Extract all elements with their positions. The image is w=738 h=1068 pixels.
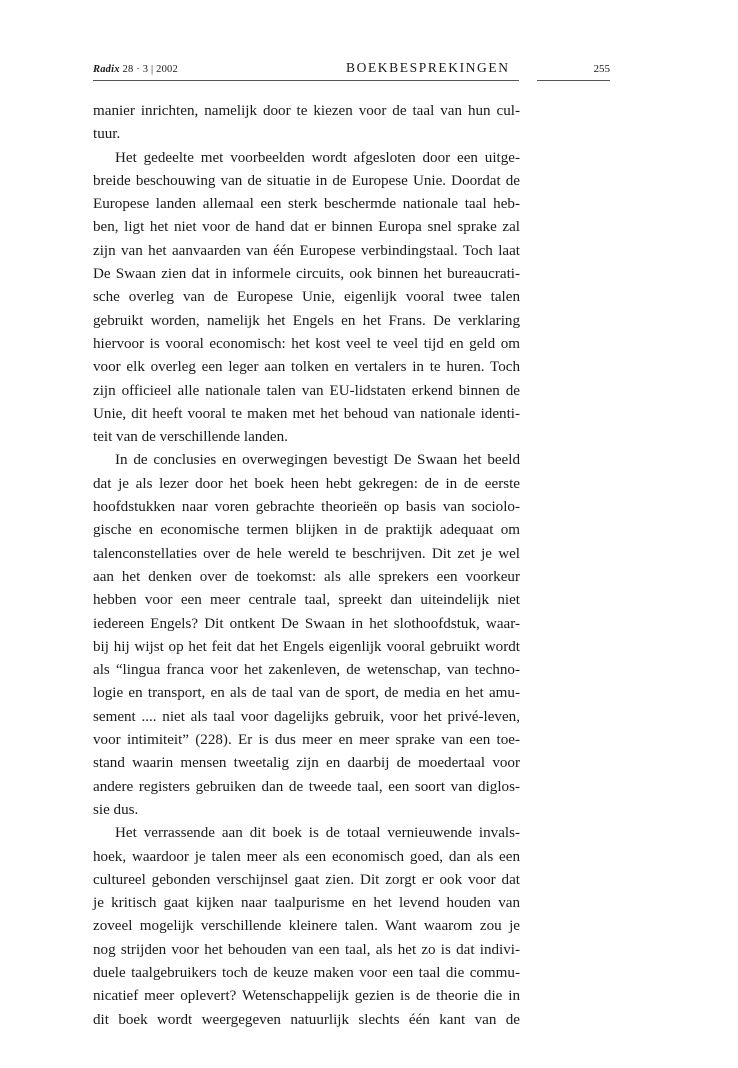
journal-name: Radix <box>93 64 120 75</box>
journal-issue: 28 · 3 | 2002 <box>122 64 178 75</box>
paragraph-first-line: Het gedeelte met voorbeelden wordt afgesloten door een uitge- <box>115 149 520 166</box>
text-line: je kritisch gaat kijken naar taalpurisme en het levend houden van <box>93 895 520 912</box>
section-title: BOEKBESPREKINGEN <box>346 60 510 75</box>
header-rule <box>93 80 519 81</box>
text-line: dit boek wordt weergegeven natuurlijk slechts één kant van de <box>93 1011 520 1028</box>
text-line: hebben voor een meer centrale taal, spreekt dan uiteindelijk niet <box>93 592 520 609</box>
text-line: voor elk overleg een leger aan tolken en vertalers in te huren. Toch <box>93 359 520 376</box>
text-line: nog strijden voor het behouden van een taal, als het zo is dat indivi- <box>93 941 520 958</box>
text-line: zijn officieel alle nationale talen van EU-lidstaten erkend binnen de <box>93 382 520 399</box>
text-line: De Swaan zien dat in informele circuits, ook binnen het bureaucrati- <box>93 266 520 283</box>
text-line: ben, ligt het niet voor de hand dat er binnen Europa snel sprake zal <box>93 219 520 236</box>
text-line: andere registers gebruiken dan de tweede taal, een soort van diglos- <box>93 778 520 795</box>
paragraph-first-line: Het verrassende aan dit boek is de totaal vernieuwende invals- <box>115 825 520 842</box>
text-line: nicatief meer oplevert? Wetenschappelijk gezien is de theorie die in <box>93 988 520 1005</box>
text-line: gebruikt worden, namelijk het Engels en het Frans. De verklaring <box>93 312 520 329</box>
text-line: gische en economische termen blijken in de praktijk adequaat om <box>93 522 520 539</box>
text-line: hoek, waardoor je talen meer als een economisch goed, dan als een <box>93 848 520 865</box>
text-line: hiervoor is vooral economisch: het kost veel te veel tijd en geld om <box>93 335 520 352</box>
text-line: Unie, dit heeft vooral te maken met het behoud van nationale identi- <box>93 405 520 422</box>
text-line: duele taalgebruikers toch de keuze maken voor een taal die commu- <box>93 964 520 981</box>
paragraph-first-line: In de conclusies en overwegingen bevestigt De Swaan het beeld <box>115 452 520 469</box>
text-line: bij hij wijst op het feit dat het Engels eigenlijk vooral gebruikt wordt <box>93 638 520 655</box>
text-line: Europese landen allemaal een sterk beschermde nationale taal heb- <box>93 196 520 213</box>
text-line: stand waarin mensen tweetalig zijn en daarbij de moedertaal voor <box>93 755 520 772</box>
journal-reference <box>93 64 178 75</box>
running-head <box>93 60 610 82</box>
text-line: zoveel mogelijk verschillende kleinere talen. Want waarom zou je <box>93 918 520 935</box>
text-line: iedereen Engels? Dit ontkent De Swaan in het slothoofdstuk, waar- <box>93 615 520 632</box>
text-line: sement .... niet als taal voor dagelijks gebruik, voor het privé-leven, <box>93 708 520 725</box>
text-line: voor intimiteit” (228). Er is dus meer en meer sprake van een toe- <box>93 732 520 749</box>
text-line: logie en transport, en als de taal van de sport, de media en het amu- <box>93 685 520 702</box>
text-line: cultureel gebonden verschijnsel gaat zien. Dit zorgt er ook voor dat <box>93 871 520 888</box>
text-line: manier inrichten, namelijk door te kiezen voor de taal van hun cul- <box>93 103 520 119</box>
text-line: aan het denken over de toekomst: als alle sprekers een voorkeur <box>93 568 520 585</box>
text-line: teit van de verschillende landen. <box>93 429 288 446</box>
page-number-rule <box>537 80 610 81</box>
text-line: zijn van het aanvaarden van één Europese verbindingstaal. Toch laat <box>93 242 520 259</box>
text-line: sche overleg van de Europese Unie, eigenlijk vooral twee talen <box>93 289 520 306</box>
text-line: dat je als lezer door het boek heen hebt gekregen: de in de eerste <box>93 475 520 492</box>
text-line: breide beschouwing van de situatie in de Europese Unie. Doordat de <box>93 172 520 189</box>
page-number: 255 <box>593 63 610 75</box>
text-line: tuur. <box>93 126 121 143</box>
text-line: sie dus. <box>93 801 139 818</box>
article-body <box>93 100 520 1032</box>
text-line: talenconstellaties over de hele wereld te beschrijven. Dit zet je wel <box>93 545 520 562</box>
text-line: als “lingua franca voor het zakenleven, de wetenschap, van techno- <box>93 662 520 679</box>
text-line: hoofdstukken naar voren gebrachte theorieën op basis van sociolo- <box>93 499 520 516</box>
